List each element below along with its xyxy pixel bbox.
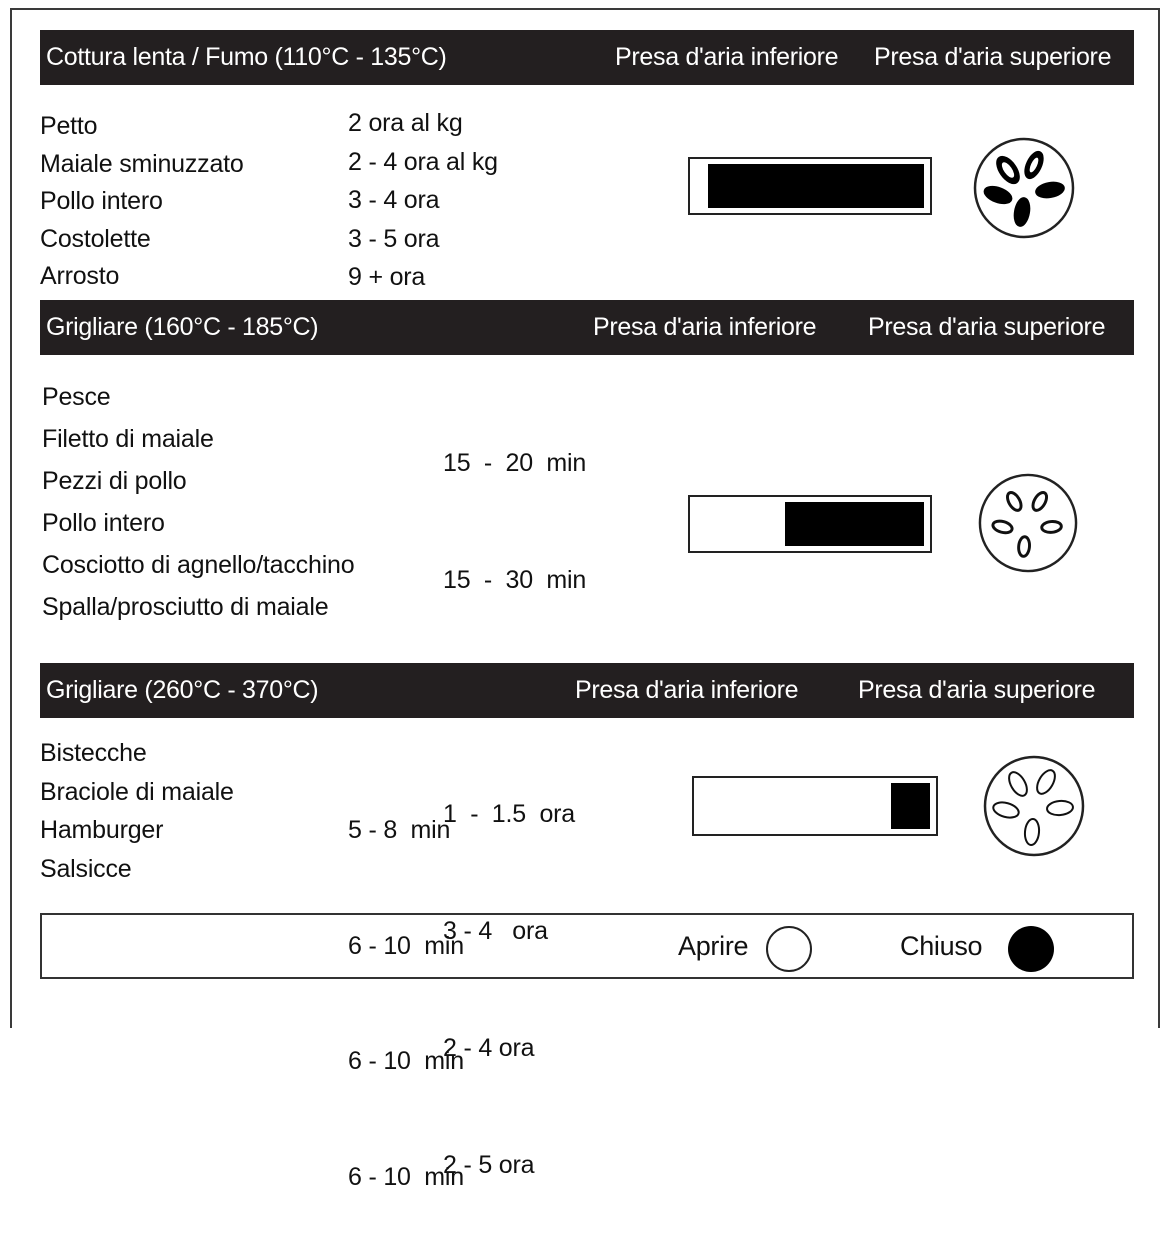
time-item: 2 - 4 ora al kg <box>348 147 498 176</box>
food-item: Pollo intero <box>42 509 165 537</box>
section-title: Grigliare (260°C - 370°C) <box>46 676 319 704</box>
time-item: 1 - 1.5 ora <box>443 800 575 828</box>
time-item: 2 - 4 ora <box>443 1034 535 1062</box>
food-item: Maiale sminuzzato <box>40 149 244 178</box>
upper-vent-label: Presa d'aria superiore <box>858 676 1096 704</box>
time-item: 15 - 20 min <box>443 449 587 477</box>
upper-vent-label: Presa d'aria superiore <box>874 43 1112 71</box>
food-item: Petto <box>40 112 98 140</box>
time-list <box>348 734 464 1235</box>
time-item: 9 + ora <box>348 263 426 291</box>
time-item: 3 - 5 ora <box>348 224 440 253</box>
time-item: 3 - 4 ora <box>348 186 440 214</box>
lower-vent-slider <box>692 776 938 836</box>
legend-closed-label: Chiuso <box>900 931 983 961</box>
food-item: Pollo intero <box>40 187 163 215</box>
lower-vent-label: Presa d'aria inferiore <box>593 313 817 341</box>
upper-vent-label: Presa d'aria superiore <box>868 313 1106 341</box>
food-item: Braciole di maiale <box>40 777 234 806</box>
lower-vent-closed-fill <box>891 783 930 829</box>
lower-vent-closed-fill <box>785 502 924 546</box>
legend-open-label: Aprire <box>678 931 749 961</box>
time-list <box>348 104 498 297</box>
food-item: Pesce <box>42 383 111 411</box>
lower-vent-label: Presa d'aria inferiore <box>575 676 799 704</box>
food-item: Arrosto <box>40 262 120 290</box>
open-circle-icon <box>766 926 812 972</box>
section-header-grill-medium <box>40 300 1134 355</box>
upper-vent-open-icon <box>982 754 1086 858</box>
time-item: 2 ora al kg <box>348 109 463 137</box>
time-item: 6 - 10 min <box>348 1047 464 1075</box>
food-item: Hamburger <box>40 816 164 844</box>
lower-vent-label: Presa d'aria inferiore <box>615 43 839 71</box>
time-item: 15 - 30 min <box>443 566 587 594</box>
food-list <box>40 108 244 296</box>
section-header-grill-high <box>40 663 1134 718</box>
food-item: Pezzi di pollo <box>42 467 187 495</box>
time-item: 3 - 4 ora <box>443 917 548 945</box>
section-title: Grigliare (160°C - 185°C) <box>46 313 319 341</box>
time-item: 6 - 10 min <box>348 1162 464 1191</box>
food-item: Salsicce <box>40 854 132 883</box>
food-list <box>42 376 354 628</box>
section-title: Cottura lenta / Fumo (110°C - 135°C) <box>46 43 447 71</box>
food-item: Filetto di maiale <box>42 425 214 453</box>
food-item: Bistecche <box>40 739 147 767</box>
food-item: Cosciotto di agnello/tacchino <box>42 551 355 579</box>
time-item: 5 - 8 min <box>348 816 451 844</box>
lower-vent-slider <box>688 157 932 215</box>
closed-circle-icon <box>1008 926 1054 972</box>
food-item: Costolette <box>40 224 151 253</box>
time-list <box>443 366 586 1224</box>
vent-legend <box>40 913 1134 979</box>
food-item: Spalla/prosciutto di maiale <box>42 593 329 621</box>
time-item: 2 - 5 ora <box>443 1151 535 1179</box>
lower-vent-slider <box>688 495 932 553</box>
lower-vent-closed-fill <box>708 164 924 208</box>
section-header-slow-smoke <box>40 30 1134 85</box>
upper-vent-mostly-closed-icon <box>972 136 1076 240</box>
upper-vent-half-open-icon <box>977 472 1079 574</box>
time-item: 6 - 10 min <box>348 931 464 960</box>
food-list <box>40 734 234 888</box>
